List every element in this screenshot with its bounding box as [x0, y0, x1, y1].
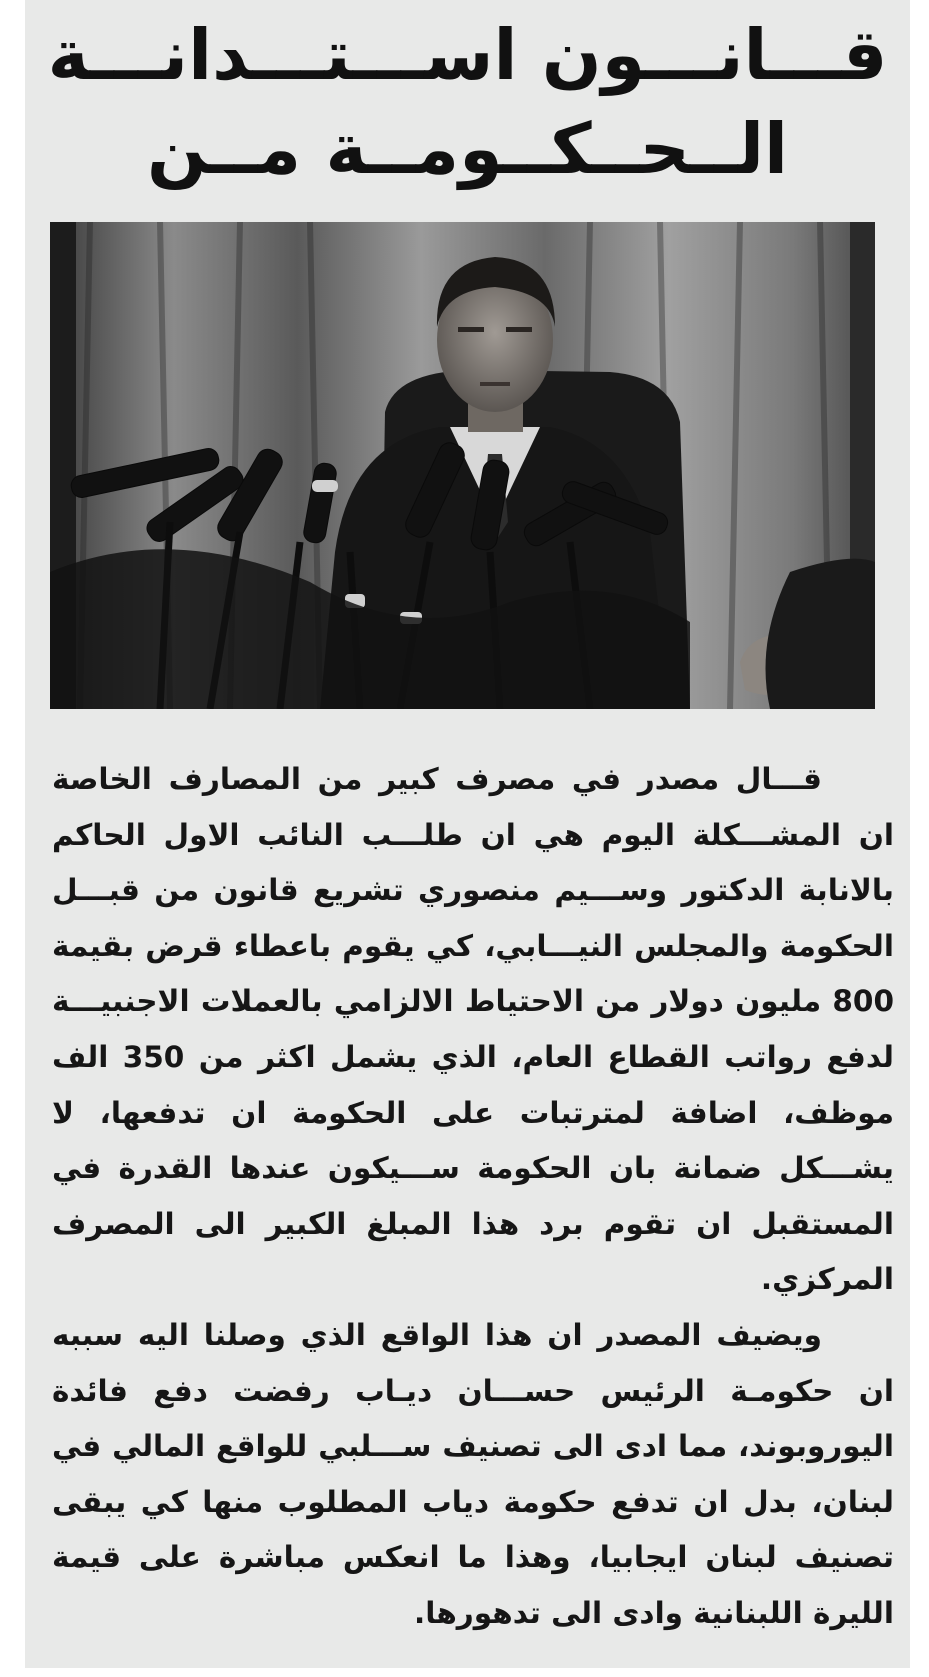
article-paragraph-1: قـــال مصدر في مصرف كبير من المصارف الخاصة ان المشـــكلة اليوم هي ان طلـــب النائب الاول الحاكم بالانابة الدكتور وســـيم منصوري تشريع قانون من قبـــل الحكومة والمجلس النيـــابي، كي يقوم باعطاء قرض بقيمة 800 مليون دولار من الاحتياط الالزامي بالعملات الاجنبيـــة لدفع رواتب القطاع العام، الذي يشمل اكثر من 350 الف موظف، اضافة لمترتبات على الحكومة ان تدفعها، لا يشـــكل ضمانة بان الحكومة ســـيكون عندها القدرة في المستقبل ان تقوم برد هذا المبلغ الكبير الى المصرف المركزي.	[52, 762, 894, 1297]
article-paragraph-2: ويضيف المصدر ان هذا الواقع الذي وصلنا اليه سببه ان حكومـة الرئيس حســـان ديـاب رفضت دفع فائدة اليوروبوند، مما ادى الى تصنيف ســـلبي للواقع المالي في لبنان، بدل ان تدفع حكومة دياب المطلوب منها كي يبقى تصنيف لبنان ايجابيا، وهذا ما انعكس مباشرة على قيمة الليرة اللبنانية وادى الى تدهورها.	[52, 1317, 894, 1630]
headline-line-2: الــحــكــومــة مــن	[146, 108, 789, 190]
headline-line-1: قـــانـــون اســـتـــدانـــة	[47, 14, 888, 96]
article-body	[52, 752, 894, 1642]
newspaper-clipping	[25, 0, 910, 1668]
press-conference-photo	[50, 222, 875, 709]
